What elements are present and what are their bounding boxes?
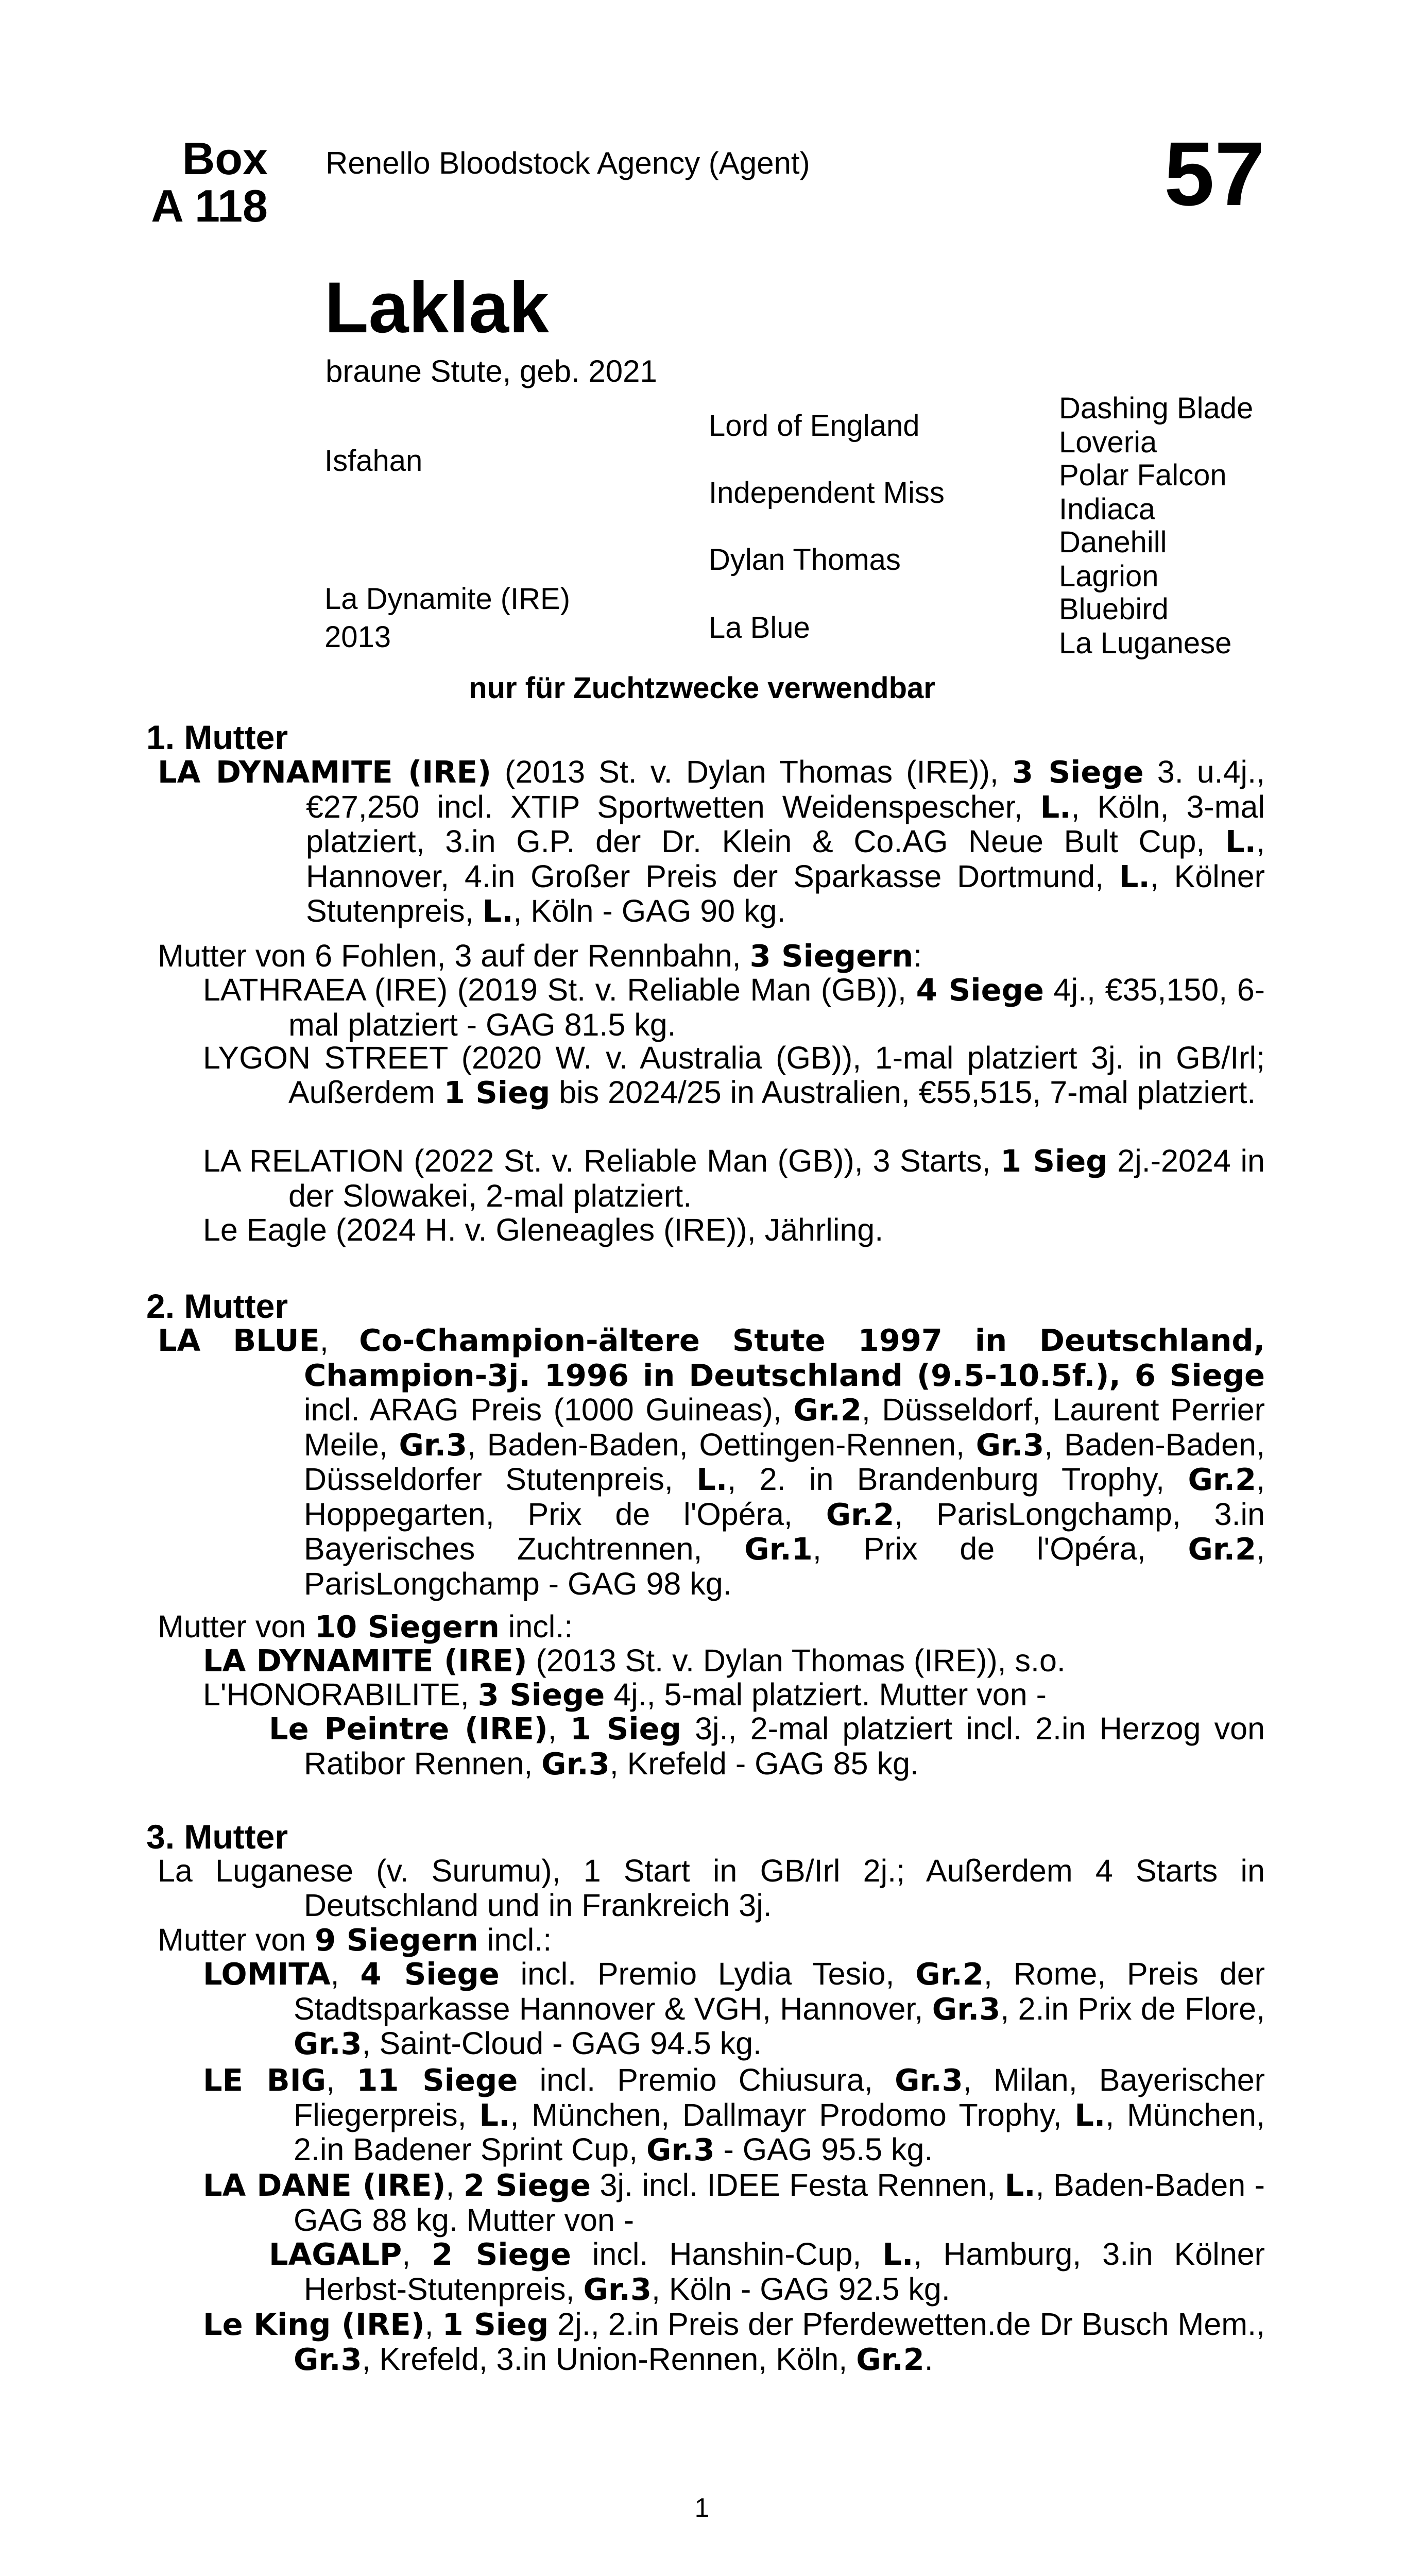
pedigree-gen3-3: Polar Falcon [1059,459,1227,492]
second-dam-entry: LA BLUE, Co-Champion-ältere Stute 1997 in Deutschland, Champion-3j. 1996 in Deutschland (9.5-10.5f.), 6 Siege incl. ARAG Preis (1000 Guineas), Gr.2, Düsseldorf, Laurent Perrier Meile, Gr.3, Baden-Baden, Oettingen-Rennen, Gr.3, Baden-Baden, Düsseldorfer Stutenpreis, L., 2. in Brandenburg Trophy, Gr.2, Hoppegarten, Prix de l'Opéra, Gr.2, ParisLongchamp, 3.in Bayerisches Zuchtrennen, Gr.1, Prix de l'Opéra, Gr.2, ParisLongchamp - GAG 98 kg. [158,1323,1265,1601]
third-dam-entry: La Luganese (v. Surumu), 1 Start in GB/Irl 2j.; Außerdem 4 Starts in Deutschland und in Frankreich 3j. [158,1853,1265,1923]
first-dam-foal-lathraea: LATHRAEA (IRE) (2019 St. v. Reliable Man (GB)), 4 Siege 4j., €35,150, 6-mal platziert - GAG 81.5 kg. [203,972,1265,1042]
pedigree-dam: La Dynamite (IRE) [324,582,571,616]
pedigree-gen3-6: Lagrion [1059,560,1159,593]
lot-number: 57 [1164,124,1265,225]
third-dam-title: 3. Mutter [146,1818,288,1856]
first-dam-foal-le-eagle: Le Eagle (2024 H. v. Gleneagles (IRE)), Jährling. [203,1212,884,1247]
first-dam-title: 1. Mutter [146,718,288,756]
pedigree-gen3-1: Dashing Blade [1059,392,1254,425]
pedigree-gen3-8: La Luganese [1059,626,1232,660]
first-dam-foal-la-relation: LA RELATION (2022 St. v. Reliable Man (GB)), 3 Starts, 1 Sieg 2j.-2024 in der Slowakei, 2-mal platziert. [203,1143,1265,1213]
pedigree-gen3-7: Bluebird [1059,592,1169,626]
third-dam-grandfoal-lagalp: LAGALP, 2 Siege incl. Hanshin-Cup, L., Hamburg, 3.in Kölner Herbst-Stutenpreis, Gr.3, Köln - GAG 92.5 kg. [269,2236,1265,2307]
pedigree-gen2-4: La Blue [709,611,810,645]
pedigree-dam-year: 2013 [324,620,391,654]
second-dam-foal-la-dynamite: LA DYNAMITE (IRE) (2013 St. v. Dylan Thomas (IRE)), s.o. [203,1643,1066,1679]
third-dam-foal-le-king: Le King (IRE), 1 Sieg 2j., 2.in Preis der Pferdewetten.de Dr Busch Mem., Gr.3, Krefeld, 3.in Union-Rennen, Köln, Gr.2. [203,2307,1265,2377]
box-label [144,135,268,230]
page-number: 1 [694,2493,710,2523]
pedigree-gen3-5: Danehill [1059,526,1167,559]
horse-description: braune Stute, geb. 2021 [326,354,657,388]
pedigree-sire: Isfahan [324,444,423,478]
horse-name: Laklak [324,267,549,348]
second-dam-produce-summary: Mutter von 10 Siegern incl.: [158,1609,573,1645]
pedigree-gen2-2: Independent Miss [709,476,945,510]
first-dam-produce-summary: Mutter von 6 Fohlen, 3 auf der Rennbahn, 3 Siegern: [158,938,922,974]
second-dam-grandfoal-le-peintre: Le Peintre (IRE), 1 Sieg 3j., 2-mal platziert incl. 2.in Herzog von Ratibor Rennen, Gr.3, Krefeld - GAG 85 kg. [269,1711,1265,1782]
box-label-line2: A 118 [151,180,268,231]
second-dam-title: 2. Mutter [146,1287,288,1325]
pedigree-gen3-4: Indiaca [1059,493,1156,526]
pedigree-gen2-3: Dylan Thomas [709,543,901,577]
third-dam-foal-la-dane: LA DANE (IRE), 2 Siege 3j. incl. IDEE Festa Rennen, L., Baden-Baden - GAG 88 kg. Mutter von - [203,2167,1265,2238]
agent-name: Renello Bloodstock Agency (Agent) [326,146,810,180]
first-dam-foal-lygon-street: LYGON STREET (2020 W. v. Australia (GB)), 1-mal platziert 3j. in GB/Irl; Außerdem 1 Sieg bis 2024/25 in Australien, €55,515, 7-mal platziert. [203,1040,1265,1110]
pedigree-gen2-1: Lord of England [709,409,920,443]
first-dam-entry: LA DYNAMITE (IRE) (2013 St. v. Dylan Thomas (IRE)), 3 Siege 3. u.4j., €27,250 incl. XTIP Sportwetten Weidenspescher, L., Köln, 3-mal platziert, 3.in G.P. der Dr. Klein & Co.AG Neue Bult Cup, L., Hannover, 4.in Großer Preis der Sparkasse Dortmund, L., Kölner Stutenpreis, L., Köln - GAG 90 kg. [158,754,1265,929]
third-dam-foal-le-big: LE BIG, 11 Siege incl. Premio Chiusura, Gr.3, Milan, Bayerischer Fliegerpreis, L., München, Dallmayr Prodomo Trophy, L., München, 2.in Badener Sprint Cup, Gr.3 - GAG 95.5 kg. [203,2062,1265,2167]
box-label-line1: Box [182,133,268,184]
third-dam-produce-summary: Mutter von 9 Siegern incl.: [158,1922,552,1958]
pedigree-gen3-2: Loveria [1059,426,1157,459]
third-dam-foal-lomita: LOMITA, 4 Siege incl. Premio Lydia Tesio, Gr.2, Rome, Preis der Stadtsparkasse Hannover & VGH, Hannover, Gr.3, 2.in Prix de Flore, Gr.3, Saint-Cloud - GAG 94.5 kg. [203,1956,1265,2061]
breeding-note: nur für Zuchtzwecke verwendbar [469,671,935,705]
second-dam-foal-lhonorabilite: L'HONORABILITE, 3 Siege 4j., 5-mal platziert. Mutter von - [203,1677,1047,1713]
